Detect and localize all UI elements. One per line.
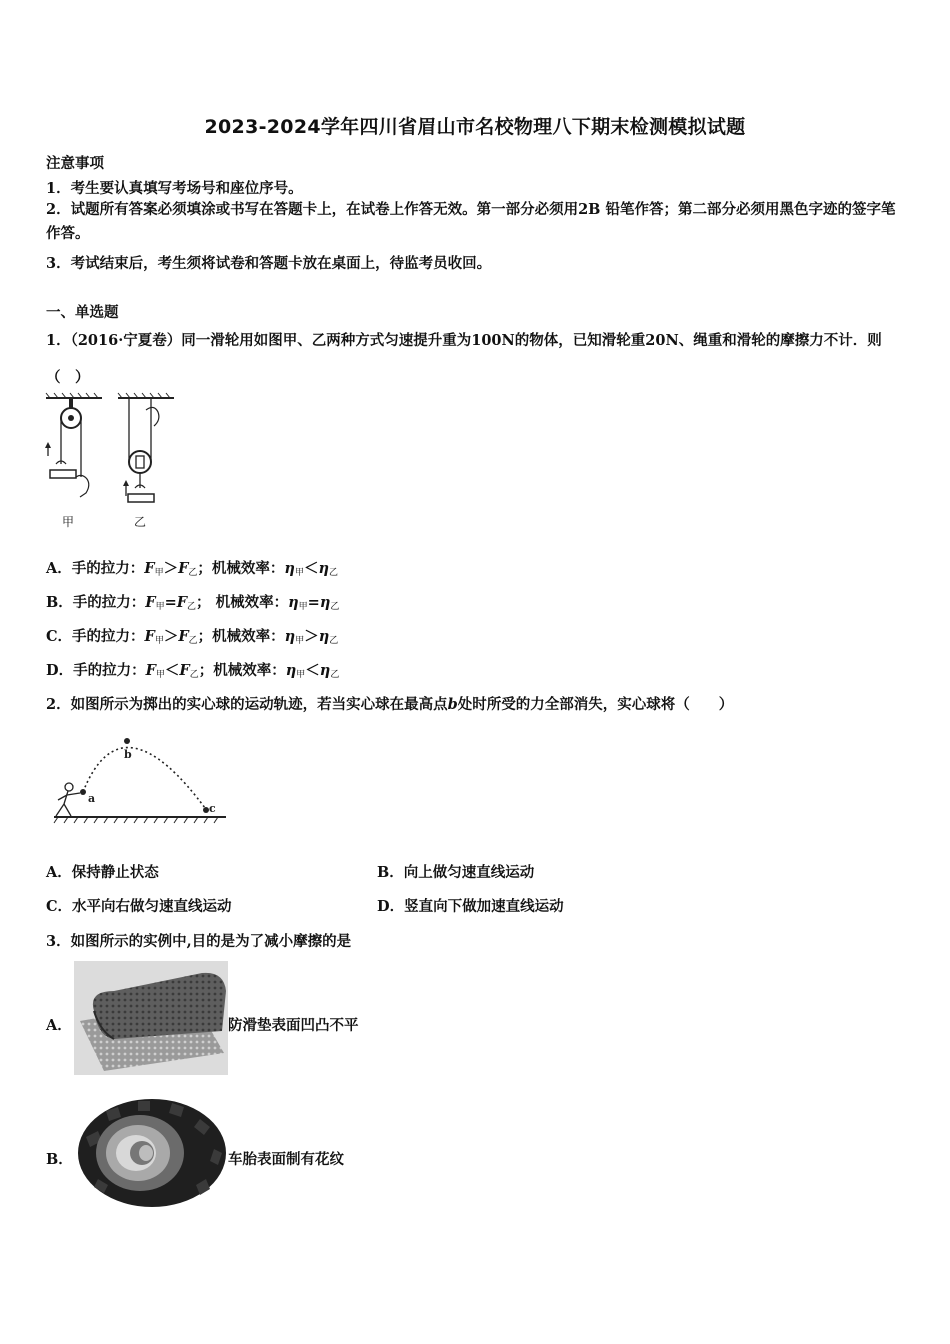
section-heading: 一、单选题 — [46, 304, 119, 321]
notice-heading: 注意事项 — [46, 155, 104, 172]
q2-option-a: A．保持静止状态 — [46, 864, 159, 881]
q1-fig-label-jia: 甲 — [62, 515, 75, 529]
q1-stem: 1．（2016·宁夏卷）同一滑轮用如图甲、乙两种方式匀速提升重为100N的物体，已知滑轮重20N、绳重和滑轮的摩擦力不计．则（ ） — [46, 332, 882, 386]
q1-pulley-figure — [42, 392, 182, 534]
q2-label-a: a — [88, 792, 96, 805]
q1-fig-label-yi: 乙 — [134, 515, 147, 529]
anti-slip-mat-image — [74, 961, 228, 1075]
q3-stem: 3．如图所示的实例中,目的是为了减小摩擦的是 — [46, 933, 352, 950]
notice-item-3: 3．考试结束后，考生须将试卷和答题卡放在桌面上，待监考员收回。 — [46, 255, 492, 272]
q1-option-d: D．手的拉力：$F_甲<F_乙$；机械效率：$\eta_甲<\eta_乙$ — [46, 662, 340, 680]
page-title: 2023-2024学年四川省眉山市名校物理八下期末检测模拟试题 — [204, 116, 746, 138]
q2-option-c: C．水平向右做匀速直线运动 — [46, 898, 232, 915]
q1-option-b: B．手的拉力：$F_甲=F_乙$； 机械效率：$\eta_甲=\eta_乙$ — [46, 594, 340, 612]
notice-item-2: 2．试题所有答案必须填涂或书写在答题卡上，在试卷上作答无效。第一部分必须用2B 铅笔作答；第二部分必须用黑色字迹的签字笔作答。 — [46, 201, 896, 242]
q2-trajectory-figure — [50, 730, 230, 830]
q3-option-b-letter: B． — [46, 1151, 73, 1168]
q3-option-b-text: 车胎表面制有花纹 — [228, 1151, 344, 1168]
q1-option-a: A．手的拉力：$F_甲>F_乙$；机械效率：$\eta_甲<\eta_乙$ — [46, 560, 339, 578]
q1-option-c: C．手的拉力：$F_甲>F_乙$；机械效率：$\eta_甲>\eta_乙$ — [46, 628, 339, 646]
thrower-icon — [56, 783, 80, 816]
tire-image — [76, 1097, 228, 1209]
q2-option-b: B．向上做匀速直线运动 — [377, 864, 535, 881]
notice-item-1: 1．考生要认真填写考场号和座位序号。 — [46, 180, 303, 197]
q3-option-a-letter: A． — [46, 1017, 72, 1034]
q2-stem: 2．如图所示为掷出的实心球的运动轨迹，若当实心球在最高点b处时所受的力全部消失，实心球将（ ） — [46, 696, 734, 713]
q2-label-b: b — [124, 748, 132, 761]
q2-label-c: c — [209, 802, 216, 815]
q2-option-d: D．竖直向下做加速直线运动 — [377, 898, 564, 915]
q3-option-a-text: 防滑垫表面凹凸不平 — [228, 1017, 359, 1034]
